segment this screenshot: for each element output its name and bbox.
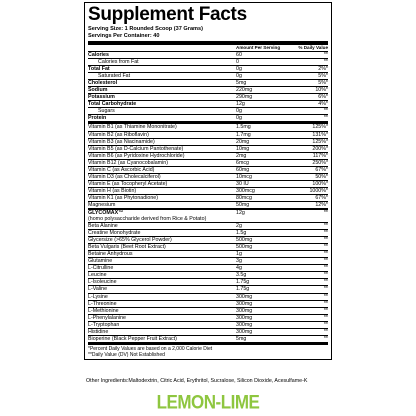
dv-header: % Daily Value (298, 45, 328, 50)
nutrient-dv: ** (323, 223, 328, 230)
facts-row (88, 52, 328, 59)
nutrient-amount: 300mg (236, 321, 253, 328)
nutrient-dv: 5%* (318, 73, 328, 80)
nutrient-name: Potassium (88, 94, 115, 101)
nutrient-name: Sugars (98, 108, 115, 115)
nutrient-dv: 4%* (318, 101, 328, 108)
nutrient-name: Betaine Anhydrous (88, 251, 133, 258)
nutrient-amount: 0 (236, 59, 239, 66)
facts-row (88, 80, 328, 87)
facts-row (88, 174, 328, 181)
nutrient-amount: 30 IU (236, 180, 249, 187)
facts-row (88, 87, 328, 94)
nutrient-name: Vitamin D3 (as Cholecalciferol) (88, 173, 161, 180)
nutrient-amount: 10mcg (236, 173, 252, 180)
nutrient-name: Cholesterol (88, 80, 118, 87)
nutrient-dv: 2%* (318, 66, 328, 73)
footnotes (88, 345, 328, 358)
nutrient-name: Calories (88, 52, 109, 58)
nutrient-amount: 1.75g (236, 279, 250, 286)
facts-row (88, 315, 328, 322)
facts-row (88, 132, 328, 139)
nutrient-dv: ** (323, 237, 328, 244)
facts-row (88, 139, 328, 146)
serving-size: Serving Size: 1 Rounded Scoop (37 Grams) (88, 26, 204, 32)
nutrient-name: Total Carbohydrate (88, 101, 137, 108)
facts-row (88, 258, 328, 265)
nutrient-dv: 5%* (318, 80, 328, 87)
facts-row (88, 59, 328, 66)
nutrient-name: L-Citrulline (88, 265, 114, 272)
facts-row (88, 237, 328, 244)
nutrient-name: Beta Alanine (88, 223, 118, 230)
nutrient-amount: 2mg (236, 152, 247, 159)
nutrient-name: Protein (88, 115, 107, 122)
nutrient-dv: ** (323, 258, 328, 265)
nutrient-name: Vitamin B1 (as Thiamine Mononitrate) (88, 124, 177, 131)
nutrient-amount: 60 (236, 52, 242, 58)
panel-title: Supplement Facts (88, 4, 247, 25)
nutrient-dv: 12%* (315, 201, 328, 208)
facts-row (88, 251, 328, 258)
nutrient-amount: 80mcg (236, 194, 252, 201)
nutrient-amount: 1g (236, 251, 242, 258)
nutrient-amount: 0g (236, 66, 242, 73)
nutrient-dv: ** (323, 286, 328, 293)
blend-name: GLYCOMAX™ (88, 210, 124, 217)
nutrient-amount: 300mg (236, 307, 253, 314)
nutrient-dv: 117%* (312, 152, 328, 159)
nutrient-name: Total Fat (88, 66, 110, 73)
facts-row (88, 272, 328, 279)
flavor-label: LEMON-LIME (156, 391, 260, 414)
nutrient-dv: ** (323, 251, 328, 258)
facts-row (88, 153, 328, 160)
nutrient-name: Creatine Monohydrate (88, 230, 141, 237)
blend-amount: 12g (236, 210, 245, 217)
nutrient-dv: ** (323, 244, 328, 251)
nutrient-name: L-Isoleucine (88, 279, 117, 286)
nutrient-name: Vitamin B12 (as Cyanocobalamin) (88, 159, 168, 166)
nutrient-dv: 200%* (312, 145, 328, 152)
nutrient-dv: ** (323, 115, 328, 122)
nutrient-amount: 3g (236, 258, 242, 265)
facts-row (88, 108, 328, 115)
nutrient-amount: 5mg (236, 335, 247, 342)
nutrient-amount: 10mg (236, 145, 250, 152)
nutrient-name: L-Valine (88, 286, 108, 293)
nutrient-amount: 50mg (236, 201, 250, 208)
nutrient-dv: 1000%* (309, 187, 328, 194)
nutrient-name: Calories from Fat (98, 59, 139, 66)
nutrient-name: Glutamine (88, 258, 113, 265)
nutrient-name: Leucine (88, 272, 107, 279)
nutrient-dv: 125%* (312, 124, 328, 131)
nutrient-dv: 100%* (312, 180, 328, 187)
nutrient-amount: 0g (236, 73, 242, 80)
nutrient-name: L-Threonine (88, 300, 117, 307)
nutrient-name: Vitamin B3 (as Niacinamide) (88, 138, 155, 145)
facts-row (88, 167, 328, 174)
nutrient-amount: 3.5g (236, 272, 247, 279)
nutrient-name: Magnesium (88, 201, 116, 208)
nutrient-dv: ** (323, 265, 328, 272)
nutrient-amount: 1.5mg (236, 124, 251, 131)
facts-row (88, 308, 328, 315)
nutrient-dv: ** (323, 321, 328, 328)
facts-row (88, 279, 328, 286)
nutrient-dv: ** (323, 307, 328, 314)
nutrient-dv: ** (323, 272, 328, 279)
facts-row (88, 94, 328, 101)
nutrient-dv: ** (323, 314, 328, 321)
nutrient-amount: 1.7mg (236, 131, 251, 138)
facts-row (88, 124, 328, 131)
column-header (88, 45, 328, 52)
facts-row (88, 336, 328, 345)
other-ingredients: Other Ingredients:Maltodextrin, Citric Acid, Erythritol, Sucralose, Silicon Dioxide, Acesulfame-K (86, 378, 308, 384)
facts-row (88, 202, 328, 210)
nutrient-amount: 300mcg (236, 187, 255, 194)
nutrient-amount: 0g (236, 115, 242, 122)
nutrient-name: Bioperine (Black Pepper Fruit Extract) (88, 335, 177, 342)
nutrient-amount: 6mcg (236, 159, 249, 166)
servings-per-container: Servings Per Container: 40 (88, 33, 160, 39)
nutrient-name: Vitamin K1 (as Phytonadione) (88, 194, 158, 201)
nutrient-name: Beta Vulgaris (Beet Root Extract) (88, 244, 166, 251)
nutrient-dv: 67%* (315, 194, 328, 201)
facts-row (88, 146, 328, 153)
facts-row (88, 160, 328, 167)
nutrient-name: L-Lysine (88, 293, 108, 300)
facts-row (88, 66, 328, 73)
nutrient-name: L-Methionine (88, 307, 119, 314)
facts-row (88, 322, 328, 329)
nutrient-amount: 60mg (236, 166, 250, 173)
nutrient-dv: 67%* (315, 166, 328, 173)
facts-row (88, 115, 328, 124)
nutrient-dv: 131%* (312, 131, 328, 138)
nutrient-dv: 250%* (312, 159, 328, 166)
facts-row (88, 181, 328, 188)
footnote-2: **Daily Value (DV) Not Established (88, 351, 165, 358)
facts-row (88, 301, 328, 308)
nutrient-name: Vitamin H (as Biotin) (88, 187, 137, 194)
vitamins-section (88, 124, 328, 210)
facts-row (88, 101, 328, 108)
nutrient-amount: 4g (236, 265, 242, 272)
facts-row (88, 230, 328, 237)
nutrient-dv: ** (323, 230, 328, 237)
nutrient-name: Histidine (88, 328, 109, 335)
facts-row (88, 265, 328, 272)
nutrient-dv: ** (323, 328, 328, 335)
facts-row (88, 244, 328, 251)
nutrient-dv: ** (323, 300, 328, 307)
nutrient-amount: 1.75g (236, 286, 250, 293)
nutrient-amount: 500mg (236, 244, 253, 251)
nutrient-amount: 300mg (236, 314, 253, 321)
nutrient-name: Vitamin E (as Tocopheryl Acetate) (88, 180, 168, 187)
facts-row (88, 73, 328, 80)
nutrient-name: Vitamin B2 (as Riboflavin) (88, 131, 149, 138)
nutrient-name: Vitamin B6 (as Pyridoxine Hydrochloride) (88, 152, 185, 159)
nutrient-name: Glycersize (>65% Glycerol Powder) (88, 237, 172, 244)
nutrient-amount: 12g (236, 101, 245, 108)
nutrient-name: L-Tryptophan (88, 321, 120, 328)
facts-row (88, 329, 328, 336)
nutrient-amount: 300mg (236, 300, 253, 307)
nutrient-amount: 5mg (236, 80, 247, 87)
nutrient-dv: 6%* (318, 94, 328, 101)
nutrient-dv: ** (323, 335, 328, 342)
nutrient-amount: 0g (236, 108, 242, 115)
nutrient-name: Vitamin C (as Ascorbic Acid) (88, 166, 155, 173)
ingredients-section (88, 223, 328, 345)
nutrient-dv: ** (323, 293, 328, 300)
nutrient-name: Sodium (88, 87, 108, 94)
facts-row (88, 294, 328, 301)
nutrient-amount: 500mg (236, 237, 253, 244)
facts-row (88, 195, 328, 202)
blend-dv: ** (323, 210, 328, 217)
amount-header: Amount Per Serving (236, 45, 281, 50)
nutrient-amount: 1.5g (236, 230, 247, 237)
nutrient-dv: 125%* (312, 138, 328, 145)
macros-section (88, 52, 328, 124)
nutrient-dv: 10%* (315, 87, 328, 94)
nutrient-dv: ** (323, 108, 328, 115)
nutrient-amount: 220mg (236, 87, 253, 94)
nutrient-amount: 300mg (236, 293, 253, 300)
nutrient-amount: 20mg (236, 138, 250, 145)
nutrient-dv: ** (323, 59, 328, 66)
nutrient-amount: 300mg (236, 328, 253, 335)
nutrient-dv: ** (323, 52, 328, 58)
footnote-1: *Percent Daily Values are based on a 2,000 Calorie Diet (88, 345, 213, 352)
nutrient-amount: 2g (236, 223, 242, 230)
blend-description: (homo polysaccharide derived from Rice & Potato) (88, 216, 207, 223)
facts-row (88, 188, 328, 195)
nutrient-dv: 50%* (315, 173, 328, 180)
blend-row (88, 210, 328, 223)
nutrient-name: L-Phenylalanine (88, 314, 126, 321)
supplement-facts-panel (84, 2, 332, 360)
nutrient-name: Saturated Fat (98, 73, 131, 80)
nutrient-amount: 290mg (236, 94, 253, 101)
facts-row (88, 223, 328, 230)
facts-row (88, 286, 328, 293)
nutrient-dv: ** (323, 279, 328, 286)
nutrient-name: Vitamin B5 (as D-Calcium Pantothenate) (88, 145, 184, 152)
